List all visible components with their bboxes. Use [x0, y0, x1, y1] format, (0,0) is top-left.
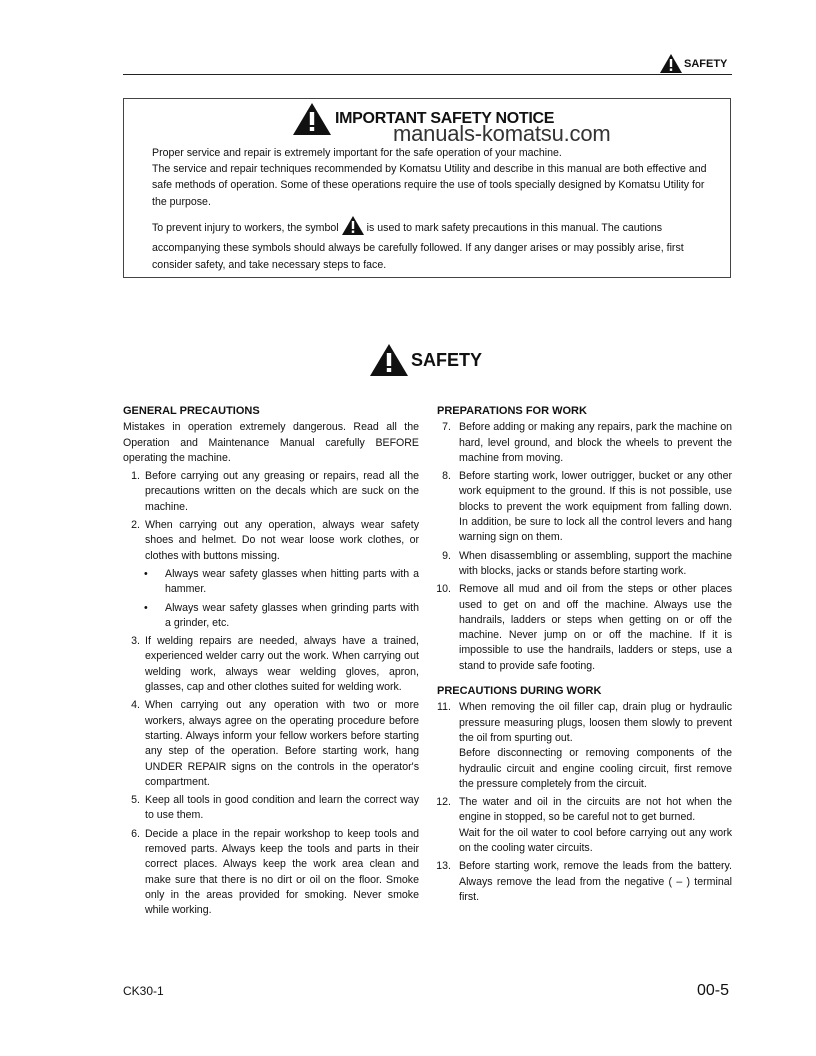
list-item [123, 793, 419, 824]
item-text: If welding repairs are needed, always have a trained, experienced welder carry out the work. When carrying out welding work, always wear welding gloves, apron, glasses, cap and other clothes suited for welding work. [145, 635, 419, 694]
list-item [437, 582, 732, 674]
bullet-item [123, 567, 419, 598]
item-extra-text: Wait for the oil water to cool before carrying out any work on the cooling water circuits. [459, 826, 732, 855]
notice-title-text: IMPORTANT SAFETY NOTICE [335, 110, 555, 127]
list-item [437, 549, 732, 580]
item-number: 3. [131, 635, 140, 648]
page-header [660, 54, 727, 73]
footer-model: CK30-1 [123, 984, 164, 998]
item-text: When carrying out any operation, always wear safety shoes and helmet. Do not wear loose work clothes, or clothes with buttons missing. [145, 519, 419, 562]
item-text: Before adding or making any repairs, park the machine on hard, level ground, and block the wheels to prevent the machine from moving. [459, 421, 732, 464]
notice-paragraph-3 [152, 216, 708, 273]
list-item [437, 795, 732, 856]
list-item [123, 827, 419, 919]
item-number: 6. [131, 827, 140, 840]
warning-icon [370, 344, 408, 376]
notice-paragraph-1: Proper service and repair is extremely important for the safe operation of your machine. [152, 147, 562, 159]
bullet-mark: • [144, 601, 148, 614]
warning-icon [342, 216, 364, 240]
during-work-title: PRECAUTIONS DURING WORK [437, 685, 602, 698]
item-text: Keep all tools in good condition and learn the correct way to use them. [145, 794, 419, 822]
list-item [437, 700, 732, 792]
header-divider [123, 74, 732, 75]
item-number: 4. [131, 699, 140, 712]
watermark: manuals-komatsu.com [393, 121, 611, 146]
item-text: Remove all mud and oil from the steps or other places used to get on and off the machine. Always use the handrails, ladders or steps when getting on or off the machine. Never jump on or off the machine. If it is impossible to use the handrails, ladders or steps, use a stand to provide safe footing. [459, 583, 732, 672]
warning-icon [660, 54, 682, 73]
item-text: The water and oil in the circuits are not hot when the engine in stopped, so be careful not to get burned. [459, 796, 732, 824]
list-item [123, 469, 419, 515]
item-text: Before starting work, lower outrigger, bucket or any other work equipment to the ground. If this is not possible, use blocks to prevent the work equipment from falling down. In addition, be sure to lock all the control levers and hang warning sign on them. [459, 470, 732, 544]
item-text: When carrying out any operation with two or more workers, always agree on the operating procedure before starting. Always inform your fellow workers before starting any step of the operation. Before starting work, hang UNDER REPAIR signs on the controls in the operator's compartment. [145, 699, 419, 788]
item-text: Before carrying out any greasing or repairs, read all the precautions written on the decals which are suck on the machine. [145, 470, 419, 513]
general-intro: Mistakes in operation extremely dangerous. Read all the Operation and Maintenance Manual carefully BEFORE operating the machine. [123, 421, 419, 464]
notice-p3-after: is used to mark safety precautions in this manual. The cautions accompanying these symbols should always be carefully followed. If any danger arises or may possibly arise, first consider safety, and take necessary steps to face. [152, 222, 684, 271]
safety-heading-text: SAFETY [411, 349, 483, 370]
list-item [437, 859, 732, 905]
general-precautions-title: GENERAL PRECAUTIONS [123, 405, 260, 417]
list-item [437, 469, 732, 545]
item-number: 12. [436, 796, 451, 809]
right-column [437, 404, 732, 908]
item-number: 9. [442, 549, 451, 562]
item-number: 11. [437, 701, 451, 714]
item-extra-text: Before disconnecting or removing components of the hydraulic circuit and engine cooling circuit, first remove the pressure completely from the circuit. [459, 747, 732, 790]
preparations-title: PREPARATIONS FOR WORK [437, 405, 587, 417]
item-number: 1. [131, 470, 140, 483]
bullet-mark: • [144, 567, 148, 580]
header-label: SAFETY [684, 57, 728, 70]
item-text: When removing the oil filler cap, drain plug or hydraulic pressure measuring plugs, loosen them slowly to prevent the oil from spurting out. [459, 701, 732, 744]
footer-page-number: 00-5 [697, 982, 730, 999]
notice-p3-before: To prevent injury to workers, the symbol [152, 222, 339, 234]
bullet-text: Always wear safety glasses when hitting parts with a hammer. [165, 567, 419, 596]
item-text: When disassembling or assembling, support the machine with blocks, jacks or stands before starting work. [459, 549, 732, 577]
item-text: Decide a place in the repair workshop to keep tools and removed parts. Always keep the tools and parts in their correct places. Always keep the work area clean and make sure that there is no dirt or oil on the floor. Smoke only in the areas provided for smoking. Never smoke while working. [145, 827, 419, 917]
list-item [123, 698, 419, 790]
warning-icon [293, 103, 331, 135]
item-number: 5. [131, 794, 140, 807]
item-number: 10. [436, 583, 451, 596]
item-text: Before starting work, remove the leads from the battery. Always remove the lead from the negative ( – ) terminal first. [459, 860, 732, 903]
left-column [123, 404, 419, 922]
item-number: 2. [131, 519, 140, 532]
item-number: 13. [436, 860, 451, 873]
bullet-text: Always wear safety glasses when grinding parts with a grinder, etc. [165, 601, 419, 629]
bullet-item [123, 601, 419, 632]
item-number: 7. [442, 421, 451, 434]
list-item [123, 518, 419, 564]
notice-paragraph-2: The service and repair techniques recommended by Komatsu Utility and describe in this manual are both effective and safe methods of operation. Some of these operations require the use of tools specially designed by Komatsu Utility for the purpose. [152, 163, 707, 208]
list-item [437, 420, 732, 466]
item-number: 8. [442, 470, 451, 483]
list-item [123, 634, 419, 695]
safety-heading [370, 344, 482, 376]
